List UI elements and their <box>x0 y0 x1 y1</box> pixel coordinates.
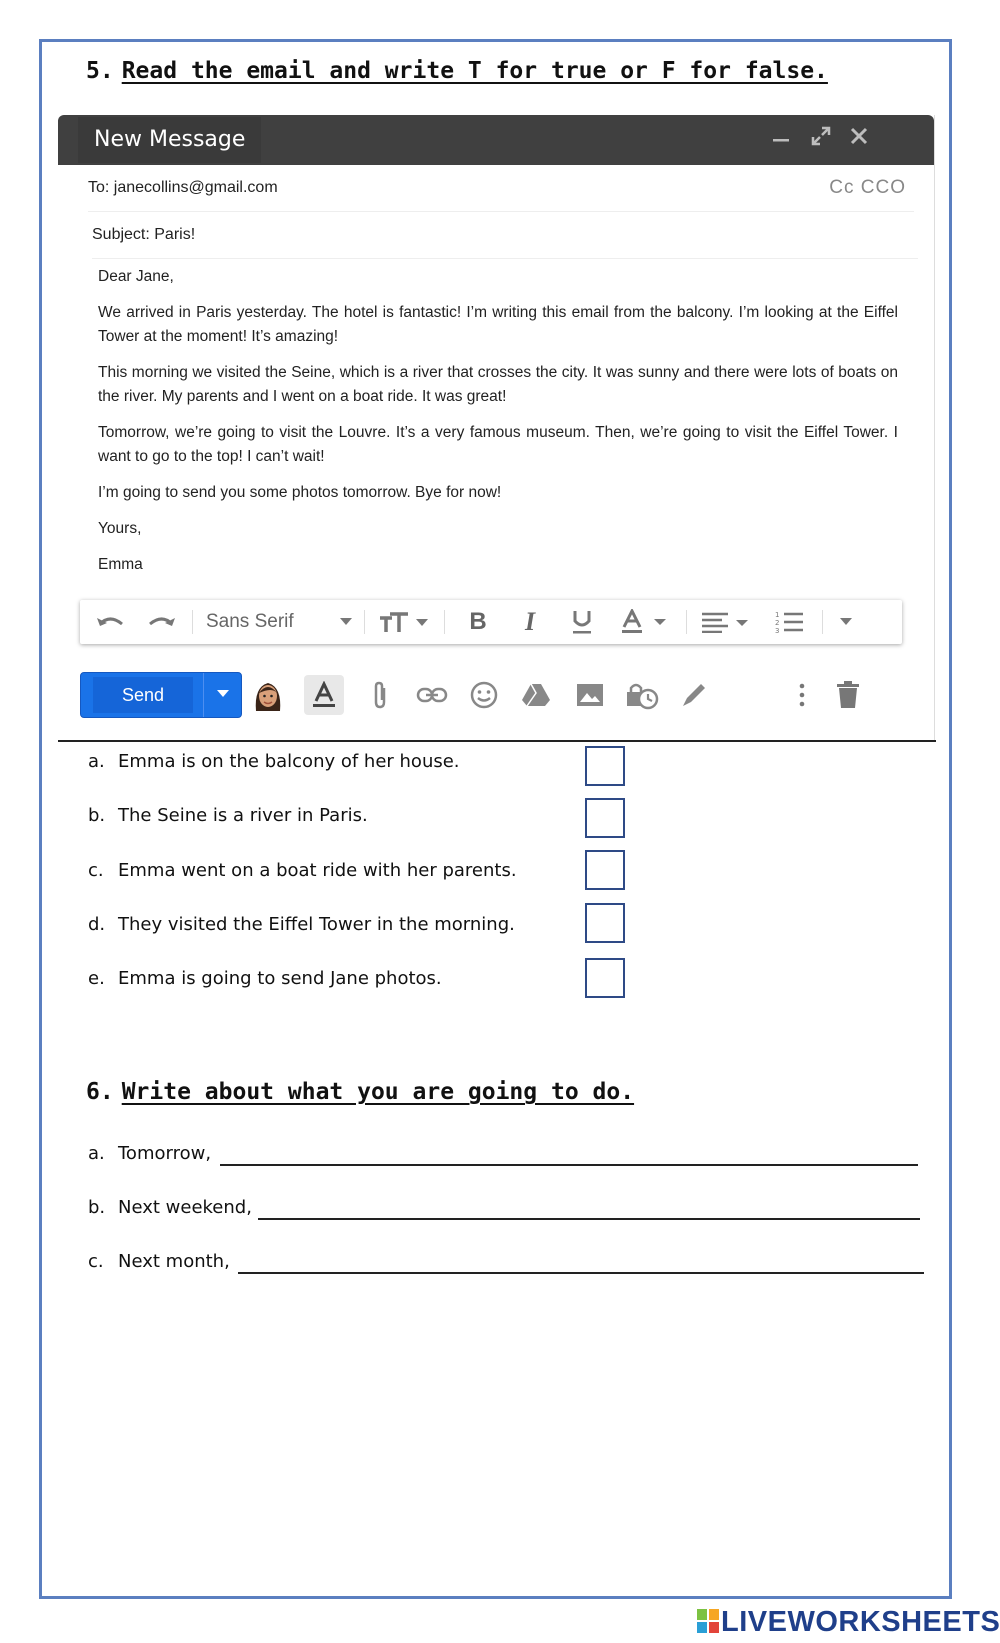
logo-icon <box>697 1609 721 1635</box>
image-icon[interactable] <box>570 675 610 715</box>
bold-icon[interactable]: B <box>469 608 487 635</box>
attach-icon[interactable] <box>360 675 400 715</box>
formatting-toolbar <box>80 600 902 644</box>
email-titlebar <box>58 115 934 165</box>
drive-icon[interactable] <box>516 675 556 715</box>
prompt-a: a. Tomorrow, <box>88 1143 212 1164</box>
statement-d: d. They visited the Eiffel Tower in the morning. <box>88 914 515 935</box>
trash-icon[interactable] <box>828 675 868 715</box>
svg-text:2: 2 <box>775 619 780 627</box>
statement-a: a. Emma is on the balcony of her house. <box>88 751 460 772</box>
logo-text: LIVEWORKSHEETS <box>721 1605 1000 1638</box>
send-button[interactable] <box>80 672 242 718</box>
toolbar-separator <box>444 610 445 634</box>
liveworksheets-logo <box>697 1606 1000 1638</box>
link-icon[interactable] <box>412 675 452 715</box>
exercise-5-title: 5. Read the email and write T for true or F for false. <box>86 58 828 84</box>
align-icon[interactable] <box>698 600 754 644</box>
underline-icon[interactable] <box>564 600 600 644</box>
exercise-6-title: 6. Write about what you are going to do. <box>86 1079 635 1105</box>
answer-box-b[interactable] <box>585 798 625 838</box>
email-body[interactable] <box>98 265 898 589</box>
email-compose-window <box>58 115 935 740</box>
toolbar-separator <box>192 610 193 634</box>
minimize-icon[interactable] <box>770 123 792 150</box>
statement-b: b. The Seine is a river in Paris. <box>88 805 368 826</box>
answer-line-c[interactable] <box>238 1272 924 1274</box>
answer-box-e[interactable] <box>585 958 625 998</box>
subject-value: Subject: Paris! <box>92 226 196 243</box>
answer-box-c[interactable] <box>585 850 625 890</box>
email-signature: Emma <box>98 556 143 573</box>
font-select[interactable]: Sans Serif <box>206 611 294 632</box>
email-paragraph-4: I’m going to send you some photos tomorrow. Bye for now! <box>98 484 502 501</box>
cc-cco-link[interactable]: Cc CCO <box>829 177 906 198</box>
more-options-icon[interactable] <box>782 675 822 715</box>
statement-c: c. Emma went on a boat ride with her parents. <box>88 860 517 881</box>
svg-text:3: 3 <box>775 627 780 634</box>
to-value: To: janecollins@gmail.com <box>88 179 278 196</box>
avatar-icon[interactable] <box>248 675 288 715</box>
send-split <box>203 673 204 717</box>
font-size-icon[interactable] <box>376 600 432 644</box>
confidential-icon[interactable] <box>622 675 662 715</box>
prompt-b: b. Next weekend, <box>88 1197 252 1218</box>
email-paragraph-2: This morning we visited the Seine, which is a river that crosses the city. It was sunny and there were lots of boats on the river. My parents and I went on a boat ride. It was great! <box>98 364 898 405</box>
window-title: New Message <box>78 117 261 163</box>
chevron-down-icon[interactable] <box>336 600 356 644</box>
formatting-icon[interactable] <box>304 675 344 715</box>
close-icon[interactable] <box>848 125 870 152</box>
email-closing: Yours, <box>98 520 142 537</box>
svg-text:1: 1 <box>775 611 780 619</box>
answer-line-b[interactable] <box>258 1218 920 1220</box>
answer-box-d[interactable] <box>585 903 625 943</box>
toolbar-separator <box>686 610 687 634</box>
numbered-list-icon[interactable] <box>770 600 810 644</box>
subject-field[interactable] <box>92 212 918 259</box>
undo-icon[interactable] <box>92 600 128 644</box>
statement-e: e. Emma is going to send Jane photos. <box>88 968 442 989</box>
to-field[interactable] <box>88 165 914 212</box>
answer-box-a[interactable] <box>585 746 625 786</box>
text-color-icon[interactable] <box>618 600 674 644</box>
signature-icon[interactable] <box>674 675 714 715</box>
toolbar-separator <box>822 610 823 634</box>
italic-icon[interactable]: I <box>524 607 536 636</box>
emoji-icon[interactable] <box>464 675 504 715</box>
answer-line-a[interactable] <box>220 1164 918 1166</box>
expand-icon[interactable] <box>810 125 832 152</box>
email-paragraph-3: Tomorrow, we’re going to visit the Louvre. It’s a very famous museum. Then, we’re going to visit the Eiffel Tower. I want to go to the top! I can’t wait! <box>98 424 898 465</box>
toolbar-separator <box>364 610 365 634</box>
email-greeting: Dear Jane, <box>98 268 174 285</box>
email-paragraph-1: We arrived in Paris yesterday. The hotel is fantastic! I’m writing this email from the balcony. I’m looking at the Eiffel Tower at the moment! It’s amazing! <box>98 304 898 345</box>
section-divider <box>58 740 936 742</box>
more-formatting-icon[interactable] <box>834 600 858 644</box>
redo-icon[interactable] <box>144 600 180 644</box>
prompt-c: c. Next month, <box>88 1251 230 1272</box>
send-options-icon[interactable] <box>217 690 229 697</box>
send-label: Send <box>93 677 193 713</box>
